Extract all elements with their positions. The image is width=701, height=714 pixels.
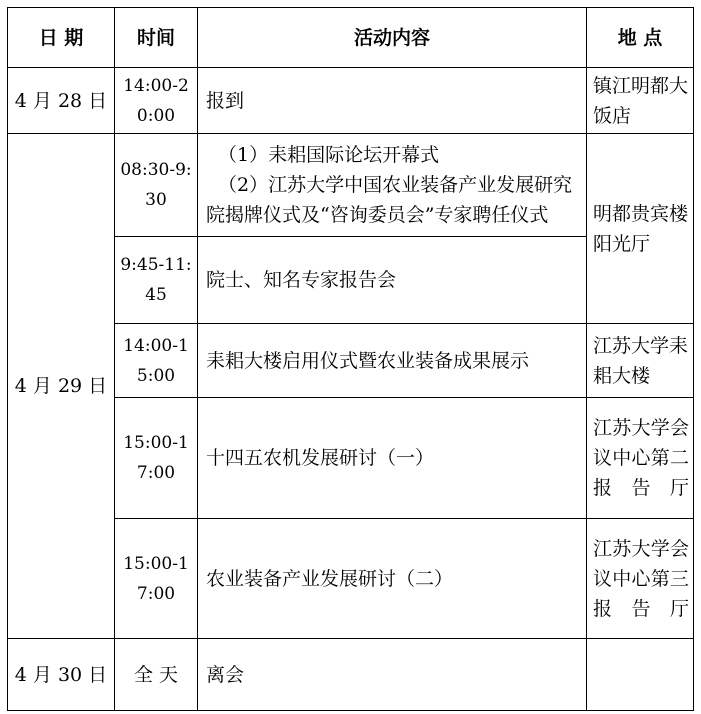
- date-cell: 4 月 30 日: [8, 639, 115, 711]
- time-cell: 15:00-17:00: [115, 398, 198, 519]
- time-cell: 9:45-11:45: [115, 237, 198, 324]
- date-cell: 4 月 28 日: [8, 68, 115, 134]
- location-cell: 镇江明都大饭店: [587, 68, 694, 134]
- date-cell: 4 月 29 日: [8, 134, 115, 639]
- time-cell: 14:00-20:00: [115, 68, 198, 134]
- table-row: [8, 639, 694, 711]
- activity-line: 院揭牌仪式及“咨询委员会”专家聘任仪式: [206, 204, 549, 226]
- time-cell: 08:30-9:30: [115, 134, 198, 237]
- header-date: 日 期: [8, 8, 115, 68]
- table-row: [8, 134, 694, 237]
- activity-cell: 院士、知名专家报告会: [198, 237, 587, 324]
- header-activity: 活动内容: [198, 8, 587, 68]
- header-location: 地 点: [587, 8, 694, 68]
- activity-cell: 农业装备产业发展研讨（二）: [198, 519, 587, 639]
- location-cell: [587, 639, 694, 711]
- activity-cell: 十四五农机发展研讨（一）: [198, 398, 587, 519]
- header-row: [8, 8, 694, 68]
- schedule-table: [7, 7, 694, 711]
- location-cell: 江苏大学会议中心第二报告厅: [587, 398, 694, 519]
- location-cell: 江苏大学会议中心第三报告厅: [587, 519, 694, 639]
- time-cell: 全 天: [115, 639, 198, 711]
- activity-line: （1）耒耜国际论坛开幕式: [218, 144, 440, 166]
- activity-cell: 离会: [198, 639, 587, 711]
- activity-line: （2）江苏大学中国农业装备产业发展研究: [218, 174, 573, 196]
- time-cell: 15:00-17:00: [115, 519, 198, 639]
- activity-cell: 耒耜大楼启用仪式暨农业装备成果展示: [198, 324, 587, 398]
- location-cell: 江苏大学耒耜大楼: [587, 324, 694, 398]
- table-row: [8, 68, 694, 134]
- header-time: 时间: [115, 8, 198, 68]
- activity-cell: [198, 134, 587, 237]
- activity-cell: 报到: [198, 68, 587, 134]
- location-cell: 明都贵宾楼阳光厅: [587, 134, 694, 324]
- time-cell: 14:00-15:00: [115, 324, 198, 398]
